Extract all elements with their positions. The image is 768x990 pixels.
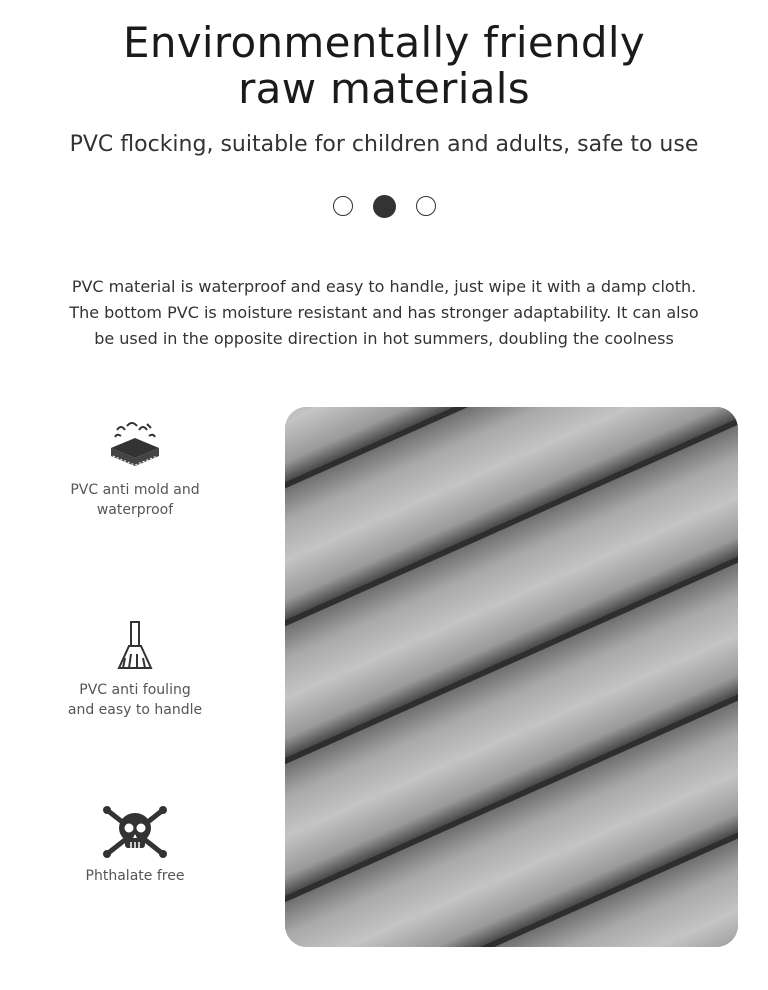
skull-crossbones-icon [101,804,169,860]
waterproof-layer-icon [103,420,167,474]
carousel-dot-3[interactable] [416,196,436,216]
carousel-dot-2-active[interactable] [373,195,396,218]
description-text [0,274,768,352]
feature-label: PVC anti fouling and easy to handle [67,682,203,718]
carousel-indicators [0,196,768,218]
feature-label: PVC anti mold and waterproof [70,482,200,518]
feature-label: Phthalate free [85,868,185,884]
broom-icon [113,618,157,674]
description-line-3: be used in the opposite direction in hot summers, doubling the coolness [94,329,674,348]
carousel-dot-1[interactable] [333,196,353,216]
feature-anti-fouling [40,618,230,720]
feature-waterproof [40,420,230,520]
product-texture-photo [285,407,738,947]
pvc-ridges-image [285,407,738,947]
page-title [0,20,768,112]
feature-phthalate-free [40,804,230,886]
title-line-1: Environmentally friendly [122,18,646,67]
page-subtitle: PVC flocking, suitable for children and adults, safe to use [69,132,699,157]
description-line-2: The bottom PVC is moisture resistant and has stronger adaptability. It can also [69,303,699,322]
description-line-1: PVC material is waterproof and easy to handle, just wipe it with a damp cloth. [71,277,697,296]
title-line-2: raw materials [238,64,530,113]
